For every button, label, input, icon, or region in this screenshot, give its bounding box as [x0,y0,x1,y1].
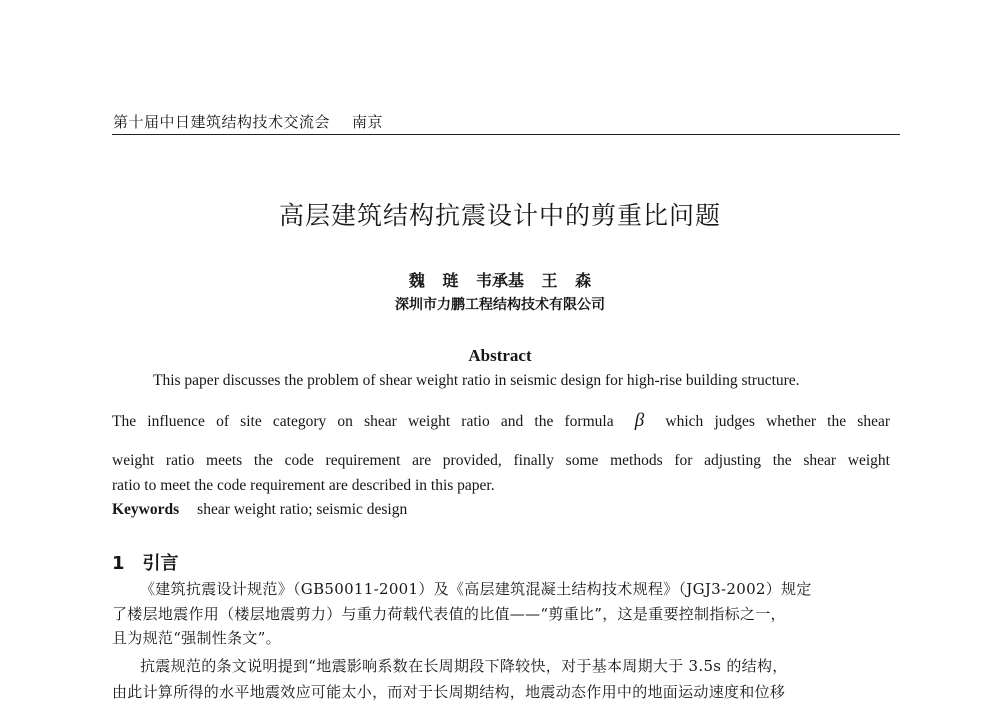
paper-title: 高层建筑结构抗震设计中的剪重比问题 [278,201,721,230]
header-rule [112,134,900,135]
abstract-line: This paper discusses the problem of shear weight ratio in seismic design for high-rise building structure. [153,372,800,389]
section-heading [112,549,179,575]
abstract-text: The influence of site category on shear weight ratio and the formula [112,413,614,430]
conference-name: 第十届中日建筑结构技术交流会 [113,113,331,131]
body-line: 了楼层地震作用（楼层地震剪力）与重力荷载代表值的比值——“剪重比”，这是重要控制指标之一， [112,605,786,623]
conference-city: 南京 [352,113,384,131]
abstract-text: which judges whether the shear [665,413,890,430]
beta-symbol: β [634,410,645,431]
body-line: 《建筑抗震设计规范》（GB50011-2001）及《高层建筑混凝土结构技术规程》（JGJ3-2002）规定 [140,580,812,598]
section-number: 1 [112,553,125,574]
abstract-line [112,410,890,432]
section-title: 引言 [142,553,179,574]
running-header [113,111,383,132]
keywords-label: Keywords [112,501,180,518]
abstract-line: ratio to meet the code requirement are described in this paper. [112,477,495,494]
keywords-text: shear weight ratio; seismic design [197,501,408,518]
paper-authors: 魏 琏 韦承基 王 森 [408,271,592,290]
body-line: 抗震规范的条文说明提到“地震影响系数在长周期段下降较快，对于基本周期大于 3.5s 的结构， [140,657,788,675]
keywords-line [112,501,407,519]
abstract-line: weight ratio meets the code requirement are provided, finally some methods for adjusting the shear weight [112,452,890,469]
author-affiliation: 深圳市力鹏工程结构技术有限公司 [395,297,605,313]
abstract-heading: Abstract [468,346,532,365]
body-line: 由此计算所得的水平地震效应可能太小，而对于长周期结构，地震动态作用中的地面运动速度和位移 [112,683,786,701]
body-line: 且为规范“强制性条文”。 [112,629,281,647]
